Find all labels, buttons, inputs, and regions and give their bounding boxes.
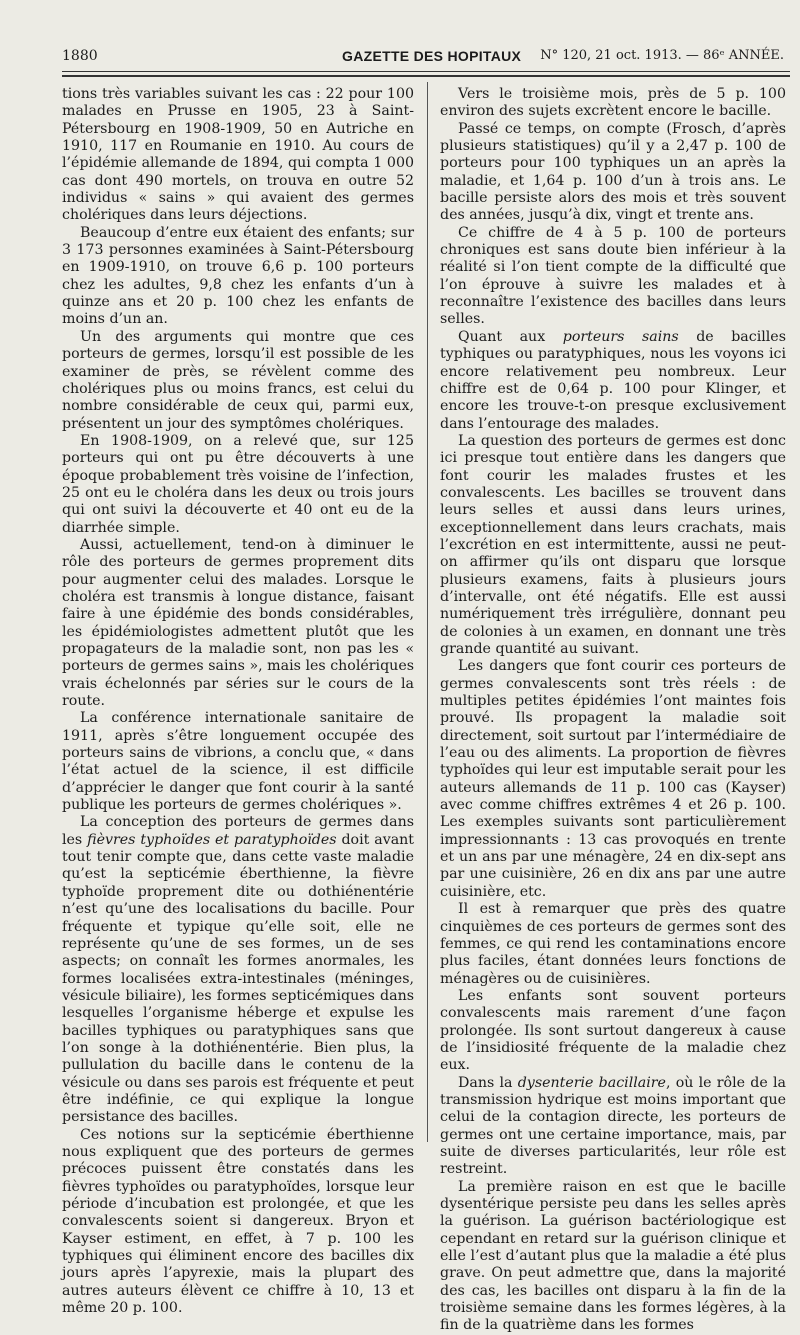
emphasis: fièvres typhoïdes et paratyphoïdes xyxy=(87,831,337,848)
paragraph: Dans la dysenterie bacillaire, où le rôle de la transmission hydrique est moins important que celui de la contagion directe, les porteurs de germes ont une certaine importance, mais, par suite de diverses particularités, leur rôle est restreint. xyxy=(440,1074,786,1178)
header-rule-thin xyxy=(62,71,790,72)
journal-title: GAZETTE DES HOPITAUX xyxy=(342,48,522,64)
paragraph: Un des arguments qui montre que ces porteurs de germes, lorsqu’il est possible de les examiner de près, se révèlent comme des cholériques plus ou moins francs, est celui du nombre considérable de ceux qui, parmi eux, présentent un jour des symptômes cholériques. xyxy=(62,328,414,432)
paragraph: Ce chiffre de 4 à 5 p. 100 de porteurs chroniques est sans doute bien inférieur à la réalité si l’on tient compte de la difficulté que l’on éprouve à suivre les malades et à reconnaître l’existence des bacilles dans leurs selles. xyxy=(440,224,786,328)
issue-line: N° 120, 21 oct. 1913. — 86ᵉ ANNÉE. xyxy=(540,48,784,63)
paragraph: Les dangers que font courir ces porteurs de germes convalescents sont très réels : de multiples petites épidémies l’ont maintes fois prouvé. Ils propagent la maladie soit directement, soit surtout par l’intermédiaire de l’eau ou des aliments. La proportion de fièvres typhoïdes qui leur est imputable serait pour les auteurs allemands de 11 p. 100 cas (Kayser) avec comme chiffres extrêmes 4 et 26 p. 100. Les exemples suivants sont particulièrement impressionnants : 13 cas provoqués en trente et un ans par une ménagère, 24 en dix-sept ans par une cuisinière, 26 en dix ans par une autre cuisinière, etc. xyxy=(440,658,786,900)
left-column xyxy=(62,86,415,1317)
page-header xyxy=(62,44,784,66)
paragraph: Aussi, actuellement, tend-on à diminuer le rôle des porteurs de germes proprement dits pour augmenter celui des malades. Lorsque le choléra est transmis à longue distance, faisant faire à une épidémie des bonds considérables, les épidémiologistes admettent plutôt que les propagateurs de la maladie sont, non pas les « porteurs de germes sains », mais les cholériques vrais échelonnés par séries sur le cours de la route. xyxy=(62,536,414,710)
paragraph: En 1908-1909, on a relevé que, sur 125 porteurs qui ont pu être découverts à une époque probablement très voisine de l’infection, 25 ont eu le choléra dans les deux ou trois jours qui ont suivi la découverte et 40 ont eu de la diarrhée simple. xyxy=(62,432,414,536)
column-separator xyxy=(427,82,428,1142)
paragraph: Passé ce temps, on compte (Frosch, d’après plusieurs statistiques) qu’il y a 2,47 p. 100 de porteurs pour 100 typhiques un an après la maladie, et 1,64 p. 100 d’un à trois ans. Le bacille persiste alors des mois et très souvent des années, jusqu’à dix, vingt et trente ans. xyxy=(440,120,786,224)
right-column xyxy=(440,86,786,1334)
paragraph: Les enfants sont souvent porteurs convalescents mais rarement d’une façon prolongée. Ils sont surtout dangereux à cause de l’insidiosité fréquente de la maladie chez eux. xyxy=(440,987,786,1074)
paragraph: Il est à remarquer que près des quatre cinquièmes de ces porteurs de germes sont des femmes, ce qui rend les contaminations encore plus faciles, étant données leurs fonctions de ménagères ou de cuisinières. xyxy=(440,901,786,987)
page-number: 1880 xyxy=(62,48,98,64)
paragraph: Beaucoup d’entre eux étaient des enfants; sur 3 173 personnes examinées à Saint-Pétersbourg en 1909-1910, on trouve 6,6 p. 100 porteurs chez les adultes, 9,8 chez les enfants d’un à quinze ans et 20 p. 100 chez les enfants de moins d’un an. xyxy=(62,224,414,328)
paragraph: Vers le troisième mois, près de 5 p. 100 environ des sujets excrètent encore le bacille. xyxy=(440,86,786,120)
paragraph: Quant aux porteurs sains de bacilles typhiques ou paratyphiques, nous les voyons ici encore relativement peu nombreux. Leur chiffre est de 0,64 p. 100 pour Klinger, et encore les trouve-t-on presque exclusivement dans l’entourage des malades. xyxy=(440,328,786,432)
emphasis: dysenterie bacillaire xyxy=(517,1074,666,1091)
paragraph: Ces notions sur la septicémie éberthienne nous expliquent que des porteurs de germes précoces puissent être constatés dans les fièvres typhoïdes ou paratyphoïdes, lorsque leur période d’incubation est prolongée, et que les convalescents soient si dangereux. Bryon et Kayser estiment, en effet, à 7 p. 100 les typhiques qui éliminent encore des bacilles dix jours après l’apyrexie, mais la plupart des autres auteurs élèvent ce chiffre à 10, 13 et même 20 p. 100. xyxy=(62,1126,414,1317)
emphasis: porteurs sains xyxy=(562,328,679,345)
paragraph: La conférence internationale sanitaire de 1911, après s’être longuement occupée des porteurs sains de vibrions, a conclu que, « dans l’état actuel de la science, il est difficile d’apprécier le danger que font courir à la santé publique les porteurs de germes cholériques ». xyxy=(62,710,414,814)
paragraph: La question des porteurs de germes est donc ici presque tout entière dans les dangers que font courir les malades frustes et les convalescents. Les bacilles se trouvent dans leurs selles et aussi dans leurs urines, exceptionnellement dans leurs crachats, mais l’excrétion en est intermittente, aussi ne peut-on affirmer qu’ils ont disparu que lorsque plusieurs examens, faits à plusieurs jours d’intervalle, ont été négatifs. Elle est aussi numériquement très irrégulière, donnant peu de colonies à un examen, en donnant une très grande quantité au suivant. xyxy=(440,432,786,657)
paragraph: tions très variables suivant les cas : 22 pour 100 malades en Prusse en 1905, 23 à Saint-Pétersbourg en 1908-1909, 50 en Autriche en 1910, 117 en Roumanie en 1910. Au cours de l’épidémie allemande de 1894, qui compta 1 000 cas dont 490 mortels, on trouva en outre 52 individus « sains » qui avaient des germes cholériques dans leurs déjections. xyxy=(62,86,414,224)
paragraph: La première raison en est que le bacille dysentérique persiste peu dans les selles après la guérison. La guérison bactériologique est cependant en retard sur la guérison clinique et elle l’est d’autant plus que la maladie a été plus grave. On peut admettre que, dans la majorité des cas, les bacilles ont disparu à la fin de la troisième semaine dans les formes légères, à la fin de la quatrième dans les formes xyxy=(440,1178,786,1334)
header-rule-thick xyxy=(62,75,790,77)
paragraph: La conception des porteurs de germes dans les fièvres typhoïdes et paratyphoïdes doit avant tout tenir compte que, dans cette vaste maladie qu’est la septicémie éberthienne, la fièvre typhoïde proprement dite ou dothiénentérie n’est qu’une des localisations du bacille. Pour fréquente et typique qu’elle soit, elle ne représente qu’une de ses formes, un de ses aspects; on connaît les formes anormales, les formes localisées extra-intestinales (méninges, vésicule biliaire), les formes septicémiques dans lesquelles l’organisme héberge et expulse les bacilles typhiques ou paratyphiques sans que l’on songe à la dothiénentérie. Bien plus, la pullulation du bacille dans le contenu de la vésicule ou dans ses parois est fréquente et peut être indéfinie, ce qui explique la longue persistance des bacilles. xyxy=(62,814,415,1126)
